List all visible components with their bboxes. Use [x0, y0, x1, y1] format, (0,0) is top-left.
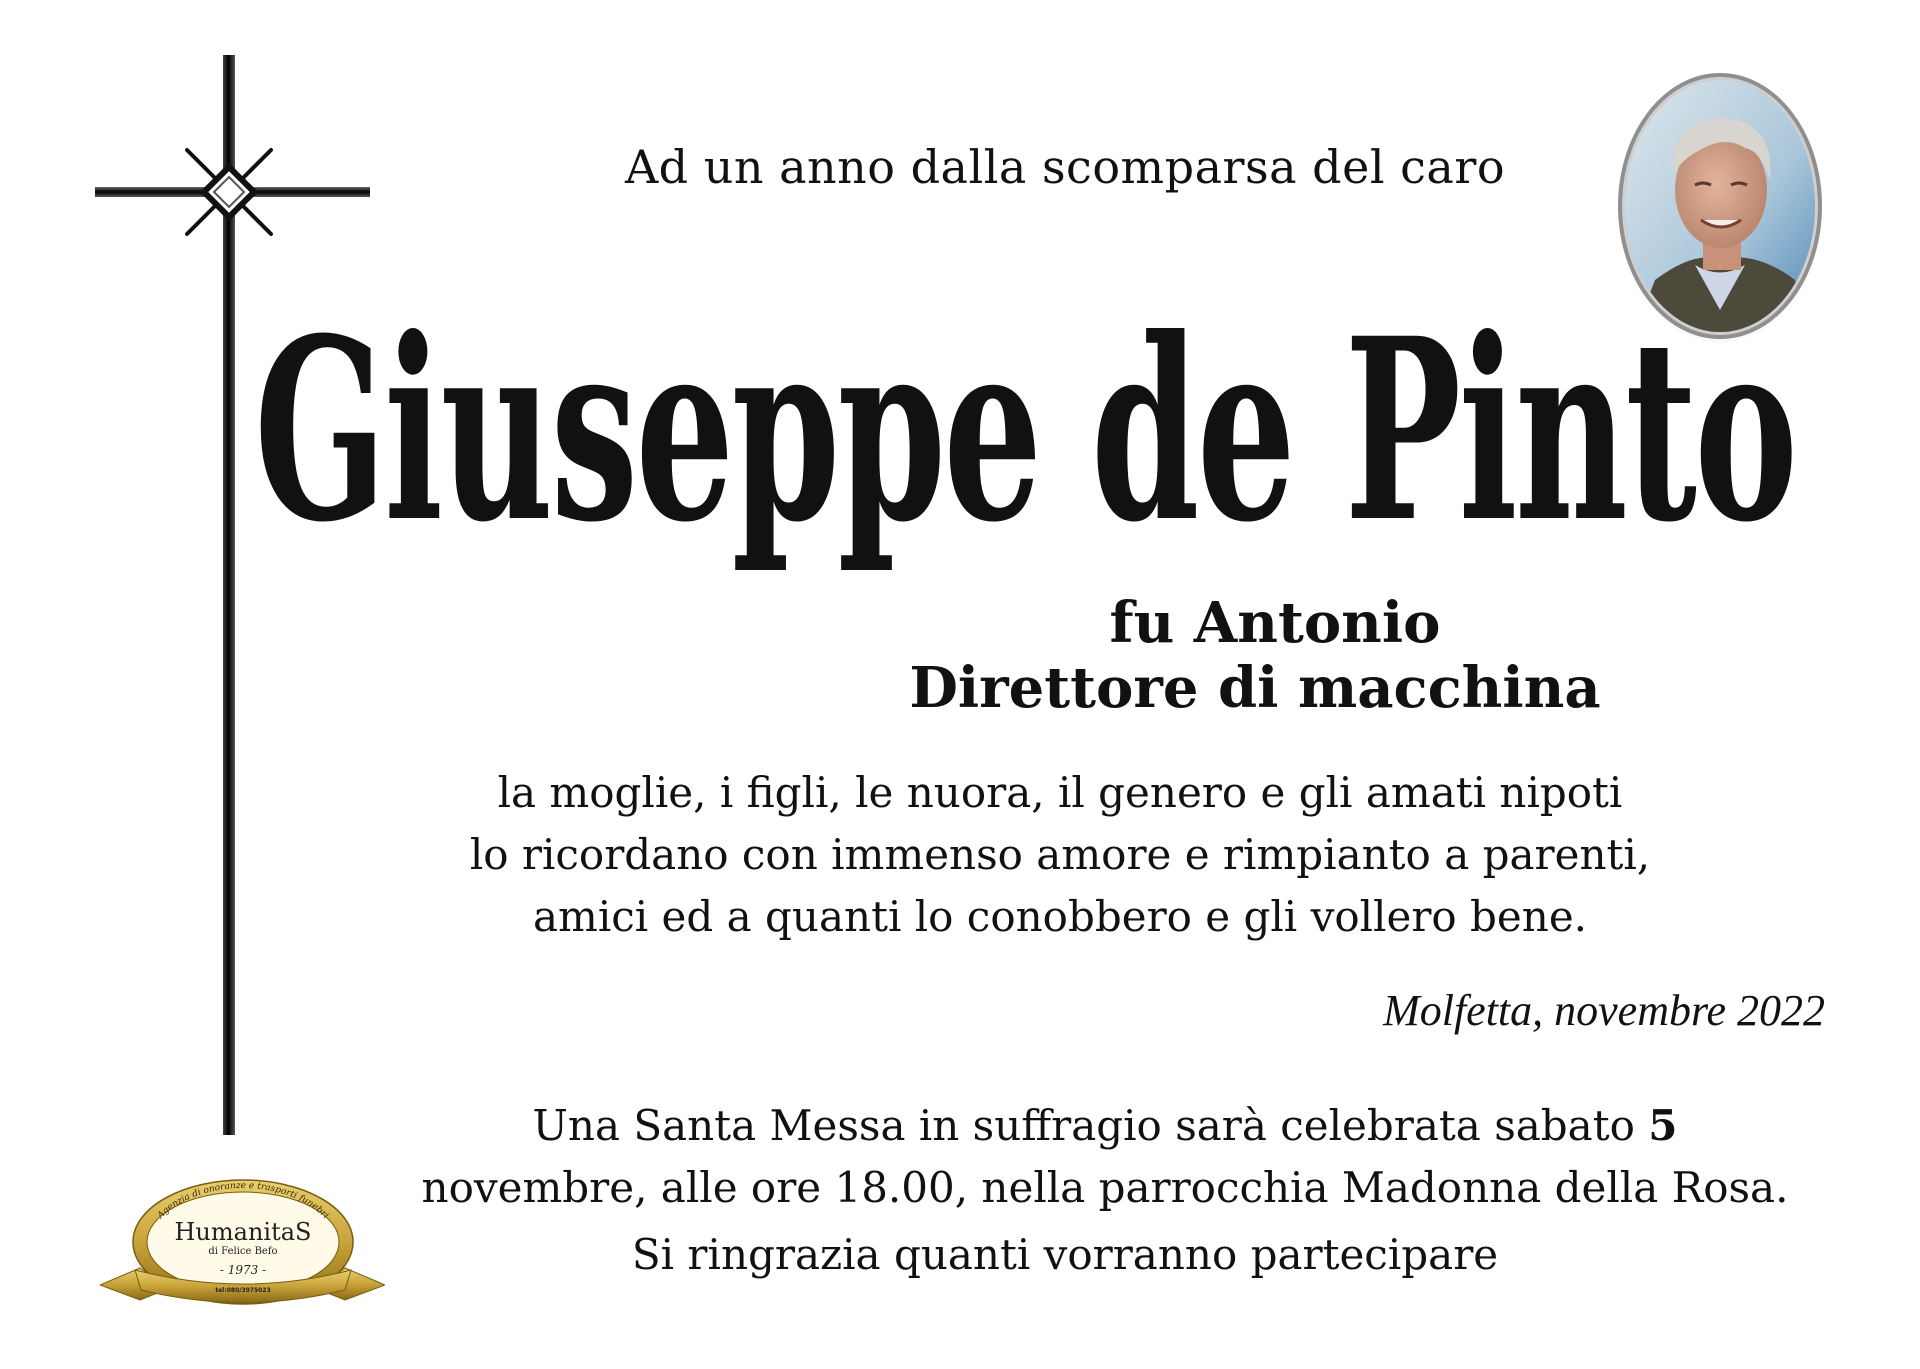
- mass-day: 5: [1648, 1101, 1678, 1150]
- family-message-line: lo ricordano con immenso amore e rimpianto a parenti,: [469, 830, 1651, 879]
- logo-year: - 1973 -: [219, 1263, 267, 1277]
- mass-announcement: [395, 1095, 1815, 1219]
- family-message-line: amici ed a quanti lo conobbero e gli vollero bene.: [532, 892, 1588, 941]
- agency-logo: [100, 1170, 385, 1305]
- logo-brand: HumanitaS: [174, 1218, 312, 1246]
- mass-line-1: [395, 1095, 1815, 1157]
- place-date: Molfetta, novembre 2022: [1383, 986, 1825, 1035]
- family-message-line: la moglie, i figli, le nuora, il genero e gli amati nipoti: [497, 768, 1623, 817]
- deceased-name: Giuseppe de Pinto: [254, 283, 1796, 577]
- family-message: [420, 762, 1700, 948]
- intro-text: Ad un anno dalla scomparsa del caro: [624, 140, 1506, 194]
- logo-phone: tel:080/3975023: [215, 1287, 271, 1294]
- mass-line-2: novembre, alle ore 18.00, nella parrocchia Madonna della Rosa.: [421, 1163, 1789, 1212]
- logo-owner: di Felice Befo: [208, 1246, 278, 1257]
- thanks-text: Si ringrazia quanti vorranno partecipare: [631, 1230, 1499, 1279]
- name-container: [254, 250, 1796, 610]
- father-name: fu Antonio: [1109, 590, 1441, 656]
- profession: Direttore di macchina: [909, 655, 1601, 721]
- logo-arc-text: Agenzia di onoranze e trasporti funebri: [155, 1180, 331, 1221]
- mass-line-1-text: Una Santa Messa in suffragio sarà celebrata sabato: [532, 1101, 1649, 1150]
